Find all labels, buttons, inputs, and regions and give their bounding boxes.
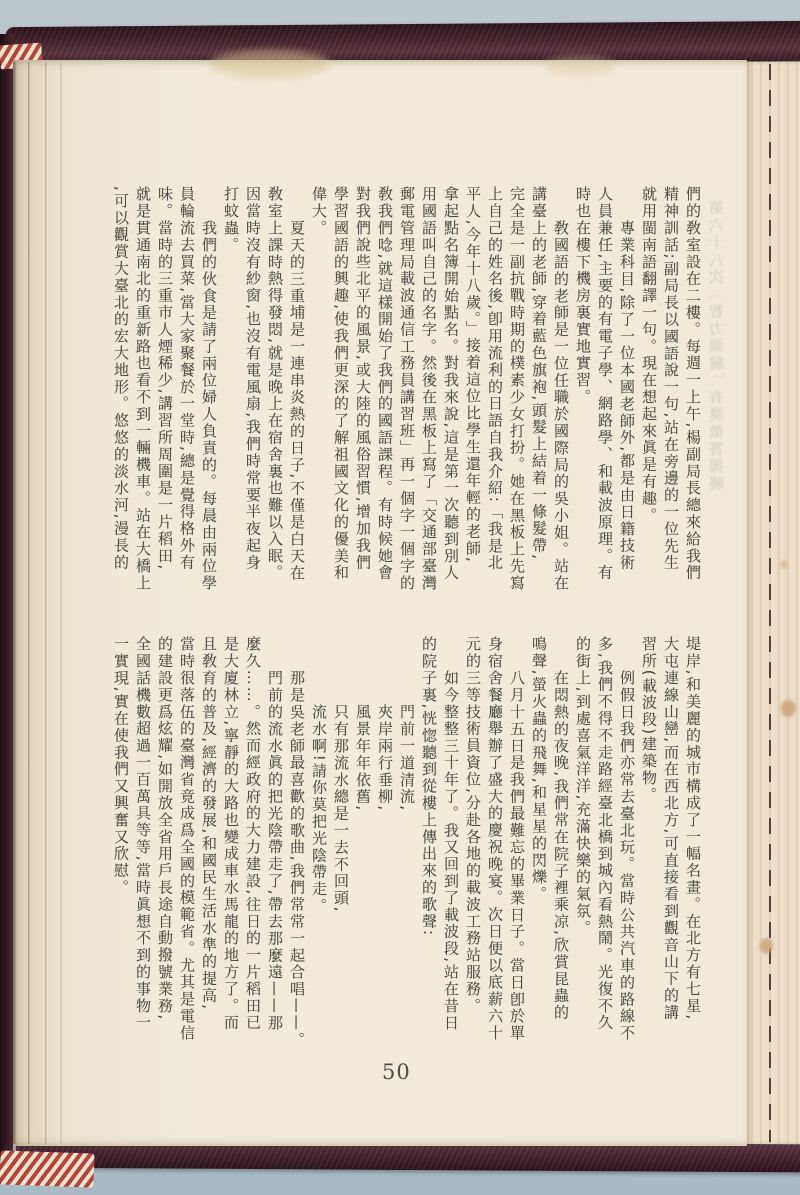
text-column: 的建設更爲炫耀,如開放全省用戶長途自動撥號業務,: [156, 636, 174, 1022]
text-block-bottom: [110, 636, 704, 1049]
text-column: 的院子裏,恍惚聽到從樓上傳出來的歌聲:: [420, 636, 438, 937]
text-column: 精神訓話;副局長以國語說一句,站在旁邊的一位先生: [662, 186, 680, 572]
text-column: 當時很落伍的臺灣省竟成爲全國的模範省。尤其是電信: [178, 636, 196, 1042]
text-column: 用國語叫自己的名字。然後在黑板上寫了「交通部臺灣: [420, 186, 438, 592]
text-column: 專業科目,除了一位本國老師外,都是由日籍技術: [618, 219, 636, 572]
text-column: 門前的流水眞的把光陰帶走了,帶去那麼遠——那: [266, 669, 284, 1032]
text-column: 元的三等技術員資位,分赴各地的載波工務站服務。: [464, 636, 482, 1015]
text-column: 且敎育的普及,經濟的發展,和國民生活水準的提高,: [200, 636, 218, 1011]
text-column: 是大廈林立,寧靜的大路也變成車水馬龍的地方了。而: [222, 636, 240, 1032]
page-number: 50: [382, 1060, 411, 1084]
text-column: 們的敎室設在二樓。每週一上午,楊副局長總來給我們: [684, 186, 702, 582]
text-column: 員輪流去買菜,當大家聚餐於一堂時,總是覺得格外有: [178, 186, 196, 572]
text-column: 堤岸,和美麗的城市構成了一幅名畫。在北方有七星,: [684, 636, 702, 1022]
text-column: 因當時沒有紗窗,也沒有電風扇,我們時常要半夜起身: [244, 186, 262, 572]
text-column: 多,我們不得不走路經臺北橋到城內看熱鬧。光復不久: [596, 636, 614, 1032]
text-column: 敎室上課時熱得發悶,就是晚上在宿舍裏也難以入眠。: [266, 186, 284, 582]
text-column: 偉大。: [310, 186, 328, 237]
text-column: 風景年年依舊,: [354, 703, 372, 812]
text-column: 例假日我們亦常去臺北玩。當時公共汽車的路線不: [618, 669, 636, 1042]
text-column: 我們的伙食是請了兩位婦人負責的。每晨由兩位學: [200, 219, 218, 592]
text-column: 在悶熱的夜晚,我們常在院子裡乘凉,欣賞昆蟲的: [552, 669, 570, 1022]
text-column: 那是吳老師最喜歡的歌曲,我們常常一起合唱——。: [288, 669, 306, 1049]
text-column: 對我們說些北平的風景,或大陸的風俗習慣,增加我們: [354, 186, 372, 572]
text-column: 的街上,到處喜氣洋洋,充滿快樂的氣氛。: [574, 636, 592, 937]
paper-stain: [545, 56, 615, 76]
text-column: 完全是一副抗戰時期的樸素少女打扮。她在黑板上先寫: [508, 186, 526, 592]
fore-edge-dark-line: [769, 64, 771, 1142]
text-column: 敎國語的老師是一位任職於國際局的吳小姐。站在: [552, 219, 570, 592]
text-column: 時也在樓下機房裏實地實習。: [574, 186, 592, 406]
headband-fabric-bottom: [0, 1150, 95, 1187]
text-column: 人員兼任,主要的有電子學、網路學、和載波原理。有: [596, 186, 614, 582]
text-block-top: [110, 186, 704, 593]
text-column: 敎我們唸,就這樣開始了我們的國語課程。有時候她會: [376, 186, 394, 582]
text-column: 拿起點名簿開始點名。對我來說,這是第一次聽到別人: [442, 186, 460, 582]
text-column: 味。當時的三重市人煙稀少,講習所周圍是一片稻田,: [156, 186, 174, 572]
text-column: 鳴聲,螢火蟲的飛舞,和星星的閃爍。: [530, 636, 548, 903]
text-column: 郵電管理局載波通信工務員講習班」再一個字一個字的: [398, 186, 416, 592]
paper-stain: [210, 50, 330, 78]
text-column: 八月十五日是我們最難忘的畢業日子。當日卽於單: [508, 669, 526, 1042]
text-column: 一實現,實在使我們又興奮又欣慰。: [112, 636, 130, 897]
foxing-spot: [781, 700, 796, 717]
text-column: 夾岸兩行垂柳,: [376, 703, 394, 812]
text-column: 門前一道清流,: [398, 703, 416, 812]
text-column: ,可以觀賞大臺北的宏大地形。悠悠的淡水河,漫長的: [112, 186, 130, 572]
showthrough-ghost-text: 第六十八次「智力測驗」有獎徵答揭曉: [708, 200, 726, 493]
text-column: 就用閩南語翻譯一句。現在想起來眞是有趣。: [640, 186, 658, 524]
text-column: 全國話機數超過一百萬具等等,當時眞想不到的事物一: [134, 636, 152, 1032]
foxing-spot: [760, 938, 773, 954]
fore-edge-page-stack: [747, 62, 800, 1144]
text-column: 就是貫通南北的重新路也看不到一輛機車。站在大橋上: [134, 186, 152, 592]
text-column: 打蚊蟲。: [222, 186, 240, 254]
text-column: 麼久……。然而經政府的大力建設,往日的一片稻田已: [244, 636, 262, 1032]
text-column: 上自己的姓名後,卽用流利的日語自我介紹:「我是北: [486, 186, 504, 572]
text-column: 夏天的三重埔是一連串炎熱的日子,不僅是白天在: [288, 219, 306, 582]
text-column: 習所(載波段)建築物。: [640, 636, 658, 804]
text-column: 平人,今年十八歲。」接着這位比學生還年輕的老師,: [464, 186, 482, 564]
page-gutter-shadow: [13, 62, 77, 1144]
text-column: 身宿舍餐廳舉辦了盛大的慶祝晚宴。次日便以底薪六十: [486, 636, 504, 1042]
text-column: 講臺上的老師,穿着藍色旗袍,頭髮上結着一條髮帶,: [530, 186, 548, 561]
text-column: 只有那流水總是一去不回頭,: [332, 703, 350, 914]
text-column: 如今整整三十年了。我又回到了載波段,站在昔日: [442, 669, 460, 1032]
book-spine-edge: [0, 34, 13, 1184]
text-column: 流水啊!請你莫把光陰帶走。: [310, 703, 328, 915]
foxing-spot: [780, 560, 788, 569]
text-column: 大屯連線山巒,而在西北方,可直接看到觀音山下的講: [662, 636, 680, 1022]
text-column: 學習國語的興趣,使我們更深的了解祖國文化的優美和: [332, 186, 350, 582]
